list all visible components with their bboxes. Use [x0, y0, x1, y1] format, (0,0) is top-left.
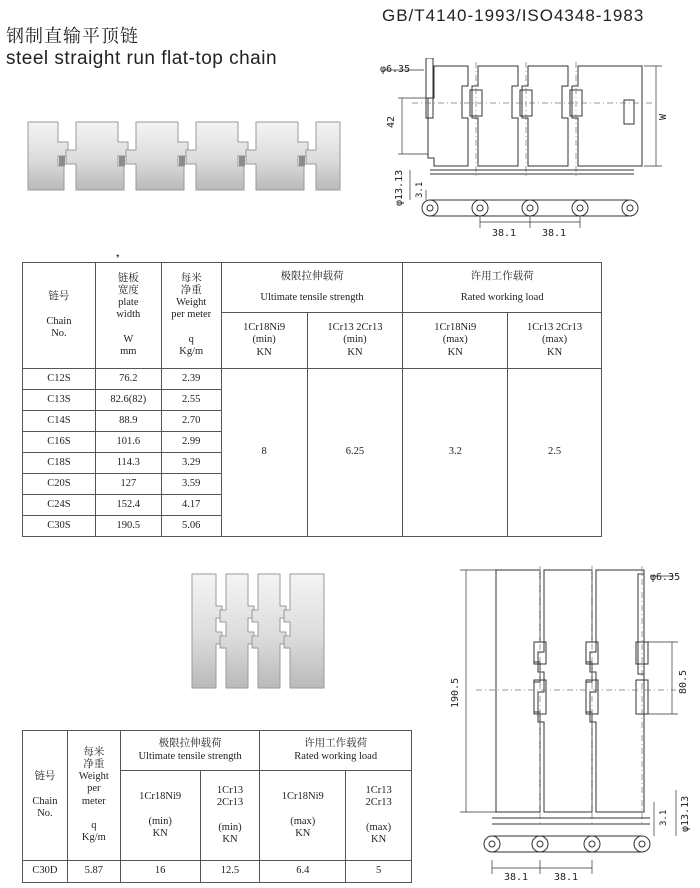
cell-chain: C13S — [23, 390, 96, 411]
cell-weight: 2.39 — [161, 369, 221, 390]
cell-chain: C20S — [23, 474, 96, 495]
cell-width: 76.2 — [95, 369, 161, 390]
cell-width: 190.5 — [95, 516, 161, 537]
header-chain-no: 链号 Chain No. — [23, 263, 96, 369]
cell-uts-1cr18ni9: 8 — [221, 369, 307, 537]
cell-chain: C24S — [23, 495, 96, 516]
header-uts-1cr13: 1Cr13 2Cr13 (min) KN — [307, 313, 403, 369]
header-plate-width: 链板 宽度 plate width W mm — [95, 263, 161, 369]
dim-42-label: 42 — [386, 115, 397, 128]
roller-diameter-label: φ13.13 — [394, 169, 405, 206]
pitch-label-b: 38.1 — [542, 228, 567, 239]
cell-weight: 5.06 — [161, 516, 221, 537]
spec-table-double — [22, 730, 412, 883]
cell-width: 114.3 — [95, 453, 161, 474]
header-weight: 每米 净重 Weight per meter q Kg/m — [161, 263, 221, 369]
cell-weight: 5.87 — [67, 861, 120, 883]
cell-rwl-1cr18ni9: 6.4 — [260, 861, 346, 883]
cell-uts-1cr18ni9: 16 — [120, 861, 200, 883]
cell-chain: C30D — [23, 861, 68, 883]
pitch-label-a: 38.1 — [504, 872, 529, 883]
dim-3-1-label: 3.1 — [659, 809, 669, 826]
standard-reference: GB/T4140-1993/ISO4348-1983 — [382, 6, 645, 25]
pitch-label-a: 38.1 — [492, 228, 517, 239]
cell-weight: 3.29 — [161, 453, 221, 474]
header-ultimate-tensile: 极限拉伸载荷 Ultimate tensile strength — [120, 731, 260, 771]
header-uts-1cr18ni9: 1Cr18Ni9 (min) KN — [120, 771, 200, 861]
cell-chain: C16S — [23, 432, 96, 453]
header-weight: 每米 净重 Weight per meter q Kg/m — [67, 731, 120, 861]
spec-table-single — [22, 262, 602, 537]
cell-rwl-1cr13: 2.5 — [508, 369, 602, 537]
title-chinese: 钢制直输平顶链 — [6, 26, 139, 47]
cell-weight: 4.17 — [161, 495, 221, 516]
cell-uts-1cr13: 6.25 — [307, 369, 403, 537]
dim-80-5-label: 80.5 — [678, 669, 689, 694]
header-uts-1cr18ni9: 1Cr18Ni9 (min) KN — [221, 313, 307, 369]
header-ultimate-tensile: 极限拉伸载荷 Ultimate tensile strength — [221, 263, 403, 313]
cell-chain: C18S — [23, 453, 96, 474]
dim-3-1-label: 3.1 — [415, 181, 425, 198]
cell-width: 88.9 — [95, 411, 161, 432]
table-row — [23, 369, 602, 390]
header-rwl-1cr13: 1Cr13 2Cr13 (max) KN — [508, 313, 602, 369]
header-rwl-1cr18ni9: 1Cr18Ni9 (max) KN — [403, 313, 508, 369]
roller-diameter-label: φ13.13 — [680, 795, 691, 832]
dim-w-label: W — [658, 113, 669, 120]
header-rwl-1cr18ni9: 1Cr18Ni9 (max) KN — [260, 771, 346, 861]
cell-width: 152.4 — [95, 495, 161, 516]
cell-chain: C30S — [23, 516, 96, 537]
table-row — [23, 861, 412, 883]
header-rated-working: 许用工作载荷 Rated working load — [403, 263, 602, 313]
pin-diameter-label: φ6.35 — [380, 64, 411, 75]
cell-chain: C14S — [23, 411, 96, 432]
chain-photo-double-hinge — [182, 566, 334, 696]
cell-chain: C12S — [23, 369, 96, 390]
header-rated-working: 许用工作载荷 Rated working load — [260, 731, 412, 771]
chain-photo-single-hinge — [18, 108, 348, 208]
cell-width: 101.6 — [95, 432, 161, 453]
cell-weight: 2.70 — [161, 411, 221, 432]
cell-rwl-1cr18ni9: 3.2 — [403, 369, 508, 537]
cell-width: 127 — [95, 474, 161, 495]
drawing-single-hinge — [372, 58, 688, 240]
header-uts-1cr13: 1Cr13 2Cr13 (min) KN — [200, 771, 260, 861]
title-english: steel straight run flat-top chain — [6, 48, 278, 69]
dim-190-5-label: 190.5 — [450, 677, 461, 708]
cell-rwl-1cr13: 5 — [346, 861, 412, 883]
pitch-label-b: 38.1 — [554, 872, 579, 883]
cell-weight: 2.55 — [161, 390, 221, 411]
decorative-mark: ❟ — [116, 248, 120, 258]
cell-weight: 2.99 — [161, 432, 221, 453]
cell-uts-1cr13: 12.5 — [200, 861, 260, 883]
pin-diameter-label: φ6.35 — [650, 572, 681, 583]
cell-weight: 3.59 — [161, 474, 221, 495]
drawing-double-hinge — [436, 562, 698, 884]
header-chain-no: 链号 Chain No. — [23, 731, 68, 861]
cell-width: 82.6(82) — [95, 390, 161, 411]
header-rwl-1cr13: 1Cr13 2Cr13 (max) KN — [346, 771, 412, 861]
